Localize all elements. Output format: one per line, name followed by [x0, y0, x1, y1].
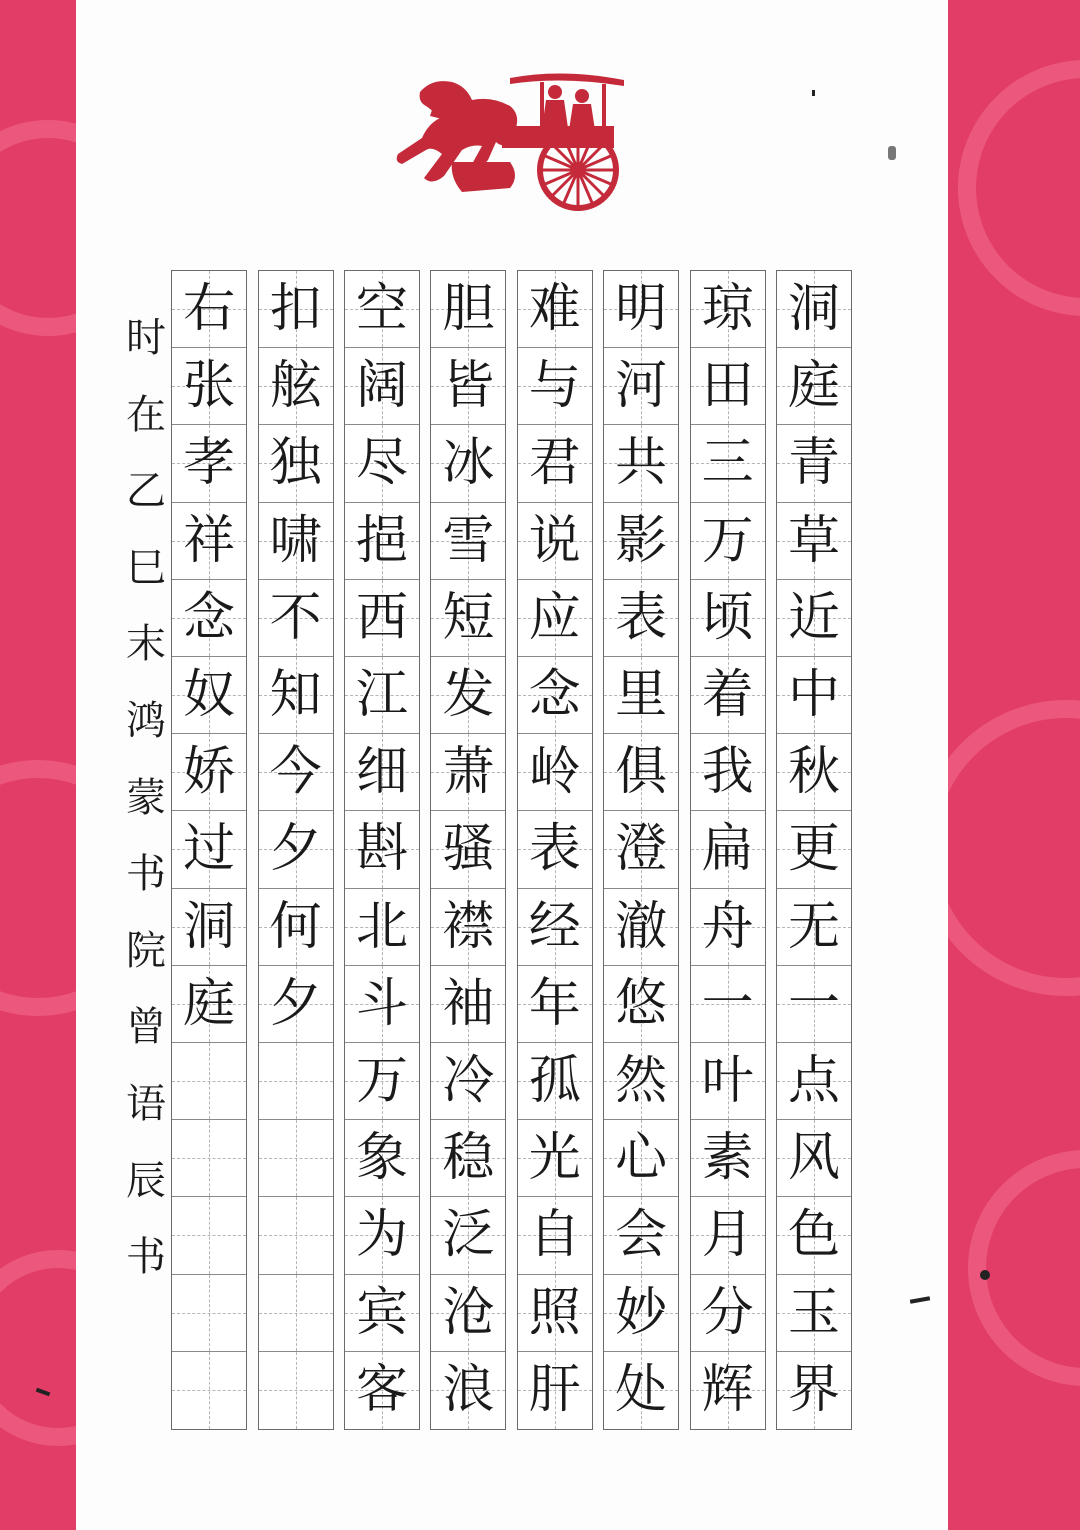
grid-cell [345, 348, 419, 425]
poem-character: 表 [615, 587, 668, 648]
poem-character: 泛 [442, 1205, 495, 1266]
grid-cell [172, 1352, 246, 1429]
poem-character: 细 [355, 742, 408, 803]
grid-cell [431, 1120, 505, 1197]
poem-character: 难 [528, 279, 581, 340]
poem-character: 色 [787, 1205, 840, 1266]
grid-cell [172, 966, 246, 1043]
grid-cell [172, 271, 246, 348]
poem-character: 辉 [701, 1360, 754, 1421]
grid-cell [172, 1275, 246, 1352]
poem-character: 雪 [442, 510, 495, 571]
grid-cell [777, 271, 851, 348]
grid-cell [172, 348, 246, 425]
grid-cell [259, 580, 333, 657]
grid-cell [518, 580, 592, 657]
poem-character: 西 [355, 587, 408, 648]
grid-cell [604, 580, 678, 657]
poem-character: 应 [528, 587, 581, 648]
signature-character: 时 [126, 315, 166, 361]
poem-character: 秋 [787, 742, 840, 803]
poem-character: 北 [355, 896, 408, 957]
poem-character: 斟 [355, 819, 408, 880]
grid-cell [259, 1120, 333, 1197]
poem-character: 分 [701, 1282, 754, 1343]
poem-character: 祥 [183, 510, 236, 571]
grid-cell [172, 657, 246, 734]
left-decorative-border [0, 0, 76, 1530]
grid-cell [518, 1275, 592, 1352]
grid-cell [431, 1352, 505, 1429]
poem-character: 象 [355, 1128, 408, 1189]
poem-character: 今 [269, 742, 322, 803]
poem-character: 孤 [528, 1051, 581, 1112]
poem-character: 肝 [528, 1360, 581, 1421]
grid-cell [518, 425, 592, 502]
poem-character: 叶 [701, 1051, 754, 1112]
poem-character: 冷 [442, 1051, 495, 1112]
poem-character: 襟 [442, 896, 495, 957]
grid-cell [172, 580, 246, 657]
signature-character: 乙 [126, 468, 166, 515]
grid-cell [431, 271, 505, 348]
grid-cell [259, 348, 333, 425]
grid-cell [345, 503, 419, 580]
grid-cell [604, 1043, 678, 1120]
poem-character: 胆 [442, 279, 495, 340]
grid-cell [431, 811, 505, 888]
poem-character: 妙 [615, 1282, 668, 1343]
poem-character: 独 [269, 433, 322, 494]
grid-cell [777, 734, 851, 811]
poem-character: 三 [701, 433, 754, 494]
poem-character: 界 [787, 1360, 840, 1421]
grid-cell [604, 966, 678, 1043]
grid-cell [691, 1043, 765, 1120]
poem-character: 素 [701, 1128, 754, 1189]
signature-character: 巳 [126, 544, 166, 591]
grid-cell [604, 348, 678, 425]
poem-character: 宾 [355, 1282, 408, 1343]
poem-character: 浪 [442, 1360, 495, 1421]
grid-cell [259, 966, 333, 1043]
poem-character: 洞 [183, 896, 236, 957]
grid-cell [431, 1197, 505, 1274]
grid-cell [604, 271, 678, 348]
grid-cell [604, 1275, 678, 1352]
ink-speck [888, 146, 896, 160]
grid-cell [345, 889, 419, 966]
grid-cell [431, 657, 505, 734]
grid-cell [777, 811, 851, 888]
poem-character: 共 [615, 433, 668, 494]
grid-cell [345, 966, 419, 1043]
grid-cell [604, 503, 678, 580]
poem-character: 玉 [787, 1282, 840, 1343]
grid-cell [259, 271, 333, 348]
poem-character: 然 [615, 1051, 668, 1112]
poem-character: 河 [615, 356, 668, 417]
poem-character: 更 [787, 819, 840, 880]
grid-cell [518, 734, 592, 811]
poem-character: 风 [787, 1128, 840, 1189]
poem-character: 明 [615, 279, 668, 340]
poem-character: 夕 [269, 819, 322, 880]
grid-cell [345, 1043, 419, 1120]
poem-character: 孝 [183, 433, 236, 494]
signature-character: 蒙 [126, 774, 166, 821]
grid-cell [345, 425, 419, 502]
poem-character: 张 [183, 356, 236, 417]
poem-character: 顷 [701, 587, 754, 648]
grid-cell [691, 348, 765, 425]
poem-character: 为 [355, 1205, 408, 1266]
signature-character: 辰 [126, 1157, 166, 1204]
grid-cell [431, 889, 505, 966]
poem-character: 会 [615, 1205, 668, 1266]
grid-cell [259, 1043, 333, 1120]
grid-column [430, 270, 506, 1430]
grid-cell [172, 734, 246, 811]
grid-cell [345, 657, 419, 734]
grid-cell [691, 1275, 765, 1352]
poem-character: 舷 [269, 356, 322, 417]
signature-character: 在 [126, 391, 166, 438]
grid-column [258, 270, 334, 1430]
poem-character: 洞 [787, 279, 840, 340]
poem-character: 自 [528, 1205, 581, 1266]
grid-cell [431, 348, 505, 425]
grid-cell [345, 1275, 419, 1352]
signature-column [118, 300, 174, 1296]
grid-cell [518, 889, 592, 966]
grid-column [776, 270, 852, 1430]
poem-character: 知 [269, 665, 322, 726]
grid-cell [691, 657, 765, 734]
grid-cell [259, 1275, 333, 1352]
signature-character: 书 [126, 851, 166, 898]
poem-character: 澄 [615, 819, 668, 880]
poem-character: 江 [355, 665, 408, 726]
poem-character: 照 [528, 1282, 581, 1343]
grid-cell [345, 271, 419, 348]
grid-cell [431, 966, 505, 1043]
grid-cell [777, 966, 851, 1043]
grid-cell [345, 1352, 419, 1429]
chariot-seal [392, 66, 632, 214]
grid-cell [691, 1120, 765, 1197]
grid-cell [345, 811, 419, 888]
poem-character: 念 [183, 587, 236, 648]
grid-cell [518, 1043, 592, 1120]
poem-character: 澈 [615, 896, 668, 957]
grid-cell [691, 1197, 765, 1274]
grid-cell [172, 811, 246, 888]
grid-cell [777, 657, 851, 734]
grid-cell [259, 503, 333, 580]
grid-cell [259, 657, 333, 734]
poem-character: 岭 [528, 742, 581, 803]
grid-cell [777, 425, 851, 502]
grid-column [171, 270, 247, 1430]
poem-character: 青 [787, 433, 840, 494]
poem-character: 斗 [355, 973, 408, 1034]
poem-character: 万 [701, 510, 754, 571]
poem-character: 舟 [701, 896, 754, 957]
poem-character: 表 [528, 819, 581, 880]
grid-cell [777, 1275, 851, 1352]
grid-cell [777, 1352, 851, 1429]
grid-cell [691, 811, 765, 888]
poem-character: 啸 [269, 510, 322, 571]
ink-speck [980, 1270, 990, 1280]
grid-cell [518, 657, 592, 734]
grid-cell [259, 734, 333, 811]
poem-character: 年 [528, 973, 581, 1034]
poem-character: 客 [355, 1360, 408, 1421]
poem-character: 扁 [701, 819, 754, 880]
ink-speck [812, 90, 815, 96]
grid-cell [691, 734, 765, 811]
grid-cell [345, 734, 419, 811]
poem-character: 右 [183, 279, 236, 340]
grid-cell [172, 889, 246, 966]
poem-character: 月 [701, 1205, 754, 1266]
grid-cell [518, 1197, 592, 1274]
grid-column [603, 270, 679, 1430]
poem-character: 说 [528, 510, 581, 571]
grid-cell [345, 1197, 419, 1274]
grid-cell [172, 1120, 246, 1197]
grid-cell [518, 811, 592, 888]
grid-cell [777, 1197, 851, 1274]
grid-cell [259, 425, 333, 502]
grid-column [690, 270, 766, 1430]
poem-character: 何 [269, 896, 322, 957]
poem-character: 琼 [701, 279, 754, 340]
grid-cell [691, 580, 765, 657]
poem-character: 一 [787, 973, 840, 1034]
poem-character: 念 [528, 665, 581, 726]
poem-character: 空 [355, 279, 408, 340]
grid-cell [172, 1197, 246, 1274]
signature-character: 书 [126, 1234, 166, 1281]
grid-cell [431, 425, 505, 502]
grid-cell [604, 1120, 678, 1197]
grid-cell [431, 503, 505, 580]
grid-cell [518, 348, 592, 425]
poem-character: 发 [442, 665, 495, 726]
right-decorative-border [948, 0, 1080, 1530]
signature-character: 鸿 [126, 697, 166, 744]
poem-character: 我 [701, 742, 754, 803]
grid-cell [518, 271, 592, 348]
grid-cell [431, 580, 505, 657]
poem-character: 过 [183, 819, 236, 880]
grid-cell [604, 811, 678, 888]
poem-character: 骚 [442, 819, 495, 880]
poem-character: 无 [787, 896, 840, 957]
grid-cell [604, 657, 678, 734]
grid-cell [777, 1043, 851, 1120]
grid-cell [518, 1352, 592, 1429]
grid-cell [777, 889, 851, 966]
grid-cell [345, 580, 419, 657]
poem-character: 中 [787, 665, 840, 726]
poem-character: 光 [528, 1128, 581, 1189]
poem-character: 点 [787, 1051, 840, 1112]
signature-character: 院 [126, 927, 166, 974]
signature-character: 曾 [126, 1004, 166, 1051]
signature-character: 末 [126, 621, 166, 668]
poem-character: 夕 [269, 973, 322, 1034]
poem-character: 里 [615, 665, 668, 726]
poem-character: 悠 [615, 973, 668, 1034]
grid-cell [345, 1120, 419, 1197]
grid-cell [518, 1120, 592, 1197]
grid-cell [431, 1275, 505, 1352]
grid-cell [604, 1352, 678, 1429]
grid-cell [518, 966, 592, 1043]
grid-cell [518, 503, 592, 580]
grid-cell [604, 734, 678, 811]
poem-character: 不 [269, 587, 322, 648]
grid-cell [431, 1043, 505, 1120]
grid-cell [604, 889, 678, 966]
grid-cell [691, 889, 765, 966]
poem-character: 萧 [442, 742, 495, 803]
grid-cell [691, 425, 765, 502]
poem-character: 挹 [355, 510, 408, 571]
grid-cell [604, 1197, 678, 1274]
poem-character: 尽 [355, 433, 408, 494]
poem-character: 稳 [442, 1128, 495, 1189]
poem-character: 田 [701, 356, 754, 417]
grid-cell [691, 966, 765, 1043]
poem-character: 袖 [442, 973, 495, 1034]
poem-character: 着 [701, 665, 754, 726]
poem-character: 扣 [269, 279, 322, 340]
poem-character: 冰 [442, 433, 495, 494]
poem-character: 娇 [183, 742, 236, 803]
grid-cell [691, 271, 765, 348]
poem-character: 俱 [615, 742, 668, 803]
grid-cell [691, 1352, 765, 1429]
grid-cell [777, 580, 851, 657]
poem-character: 处 [615, 1360, 668, 1421]
signature-character: 语 [126, 1080, 166, 1127]
grid-cell [172, 1043, 246, 1120]
grid-cell [777, 503, 851, 580]
poem-character: 短 [442, 587, 495, 648]
grid-cell [691, 503, 765, 580]
poem-character: 庭 [787, 356, 840, 417]
poem-character: 经 [528, 896, 581, 957]
poem-character: 一 [701, 973, 754, 1034]
poem-character: 阔 [355, 356, 408, 417]
poem-character: 皆 [442, 356, 495, 417]
poem-character: 草 [787, 510, 840, 571]
poem-character: 沧 [442, 1282, 495, 1343]
grid-cell [172, 503, 246, 580]
grid-cell [431, 734, 505, 811]
poem-character: 与 [528, 356, 581, 417]
grid-cell [259, 1352, 333, 1429]
grid-cell [172, 425, 246, 502]
poem-character: 万 [355, 1051, 408, 1112]
grid-cell [777, 1120, 851, 1197]
poem-character: 影 [615, 510, 668, 571]
grid-column [344, 270, 420, 1430]
grid-cell [259, 1197, 333, 1274]
poem-character: 奴 [183, 665, 236, 726]
grid-cell [259, 811, 333, 888]
poem-character: 君 [528, 433, 581, 494]
poem-character: 庭 [183, 973, 236, 1034]
grid-cell [604, 425, 678, 502]
grid-column [517, 270, 593, 1430]
grid-cell [777, 348, 851, 425]
grid-cell [259, 889, 333, 966]
poem-character: 心 [615, 1128, 668, 1189]
poem-character: 近 [787, 587, 840, 648]
